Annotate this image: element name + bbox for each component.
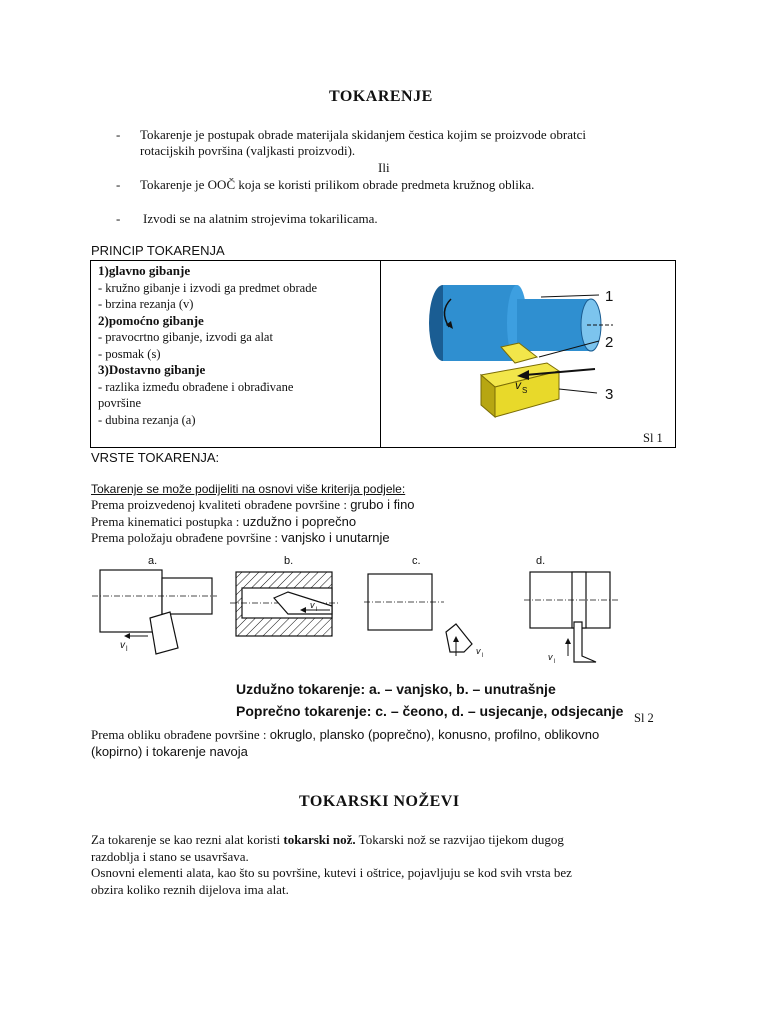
motion-heading-aux: 2)pomoćno gibanje [98, 312, 204, 328]
section-heading-principle: PRINCIP TOKARENJA [91, 243, 225, 258]
tool-c [446, 624, 472, 652]
motion-heading-main: 1)glavno gibanje [98, 263, 191, 278]
motion-detail: - brzina rezanja (v) [98, 297, 194, 311]
vl-subscript: l [554, 659, 556, 665]
page-title: TOKARENJE [329, 88, 433, 105]
vs-label: v [515, 378, 521, 392]
vl-label: v [120, 640, 125, 651]
paragraph-text: razdoblja i stano se usavršava. [91, 848, 249, 864]
turning-principle-figure [391, 265, 671, 433]
callout-line-3 [559, 389, 597, 393]
or-text: Ili [378, 160, 390, 175]
criterion-label: Prema obliku obrađene površine : [91, 727, 270, 742]
criterion-value: grubo i fino [350, 497, 415, 512]
fig-label-a: a. [148, 555, 158, 567]
callout-1: 1 [605, 288, 614, 305]
arrowhead-icon [565, 638, 571, 644]
vl-subscript: l [482, 653, 484, 659]
types-criteria-list [91, 497, 415, 547]
list-dash: - [116, 127, 121, 142]
list-dash: - [116, 211, 121, 226]
list-item-machines: Izvodi se na alatnim strojevima tokarilicama. [143, 211, 378, 226]
vl-subscript: l [316, 607, 318, 613]
table-divider [380, 261, 381, 447]
figure-captions [236, 678, 623, 722]
vl-label: v [476, 646, 481, 656]
fig-label-d: d. [536, 555, 546, 567]
motion-detail: - pravocrtno gibanje, izvodi ga alat [98, 330, 273, 344]
paragraph-bold: tokarski nož. [283, 832, 356, 847]
workpiece-small [517, 299, 591, 351]
caption-longitudinal: Uzdužno tokarenje: a. – vanjsko, b. – unutrašnje [236, 681, 556, 697]
paragraph-text: Za tokarenje se kao rezni alat koristi [91, 832, 284, 847]
turning-types-figure [92, 552, 652, 672]
criterion-value: (kopirno) i tokarenje navoja [91, 743, 248, 759]
list-item-text: rotacijskih površina (valjkasti proizvodi). [140, 143, 356, 158]
vs-subscript: S [522, 386, 528, 395]
paragraph-text: Osnovni elementi alata, kao što su površine, kutevi i oštrice, pojavljuju se kod svih vrsta bez [91, 865, 572, 880]
motion-detail: - posmak (s) [98, 346, 161, 361]
vl-label: v [310, 600, 315, 610]
caption-transverse: Poprečno tokarenje: c. – čeono, d. – usjecanje, odsjecanje [236, 703, 624, 719]
list-item-definition [140, 127, 680, 159]
types-criteria: Tokarenje se može podijeliti na osnovi više kriterija podjele: [91, 482, 406, 496]
principle-table [90, 260, 676, 448]
criterion-value: okruglo, plansko (poprečno), konusno, profilno, oblikovno [269, 727, 600, 742]
vl-subscript: l [126, 646, 128, 653]
criterion-label: Prema položaju obrađene površine : [91, 530, 282, 545]
callout-3: 3 [605, 386, 614, 403]
section-heading-types: VRSTE TOKARENJA: [91, 450, 220, 465]
motion-detail: - kružno gibanje i izvodi ga predmet obrade [98, 280, 318, 295]
criterion-value: uzdužno i poprečno [242, 513, 357, 529]
callout-line-1 [541, 295, 599, 297]
list-dash: - [116, 177, 121, 192]
figure-label-sl2: Sl 2 [634, 711, 654, 725]
motion-detail: - razlika između obrađene i obrađivane [98, 379, 294, 394]
section-heading-knives: TOKARSKI NOŽEVI [299, 793, 460, 810]
list-item-ooc: Tokarenje je OOČ koja se koristi prilikom obrade predmeta kružnog oblika. [140, 177, 535, 192]
arrowhead-icon [124, 633, 130, 639]
fig-label-b: b. [284, 555, 294, 567]
criterion-label: Prema kinematici postupka : [91, 513, 243, 529]
tool-a [150, 612, 178, 654]
fig-label-c: c. [412, 555, 421, 567]
motion-detail: površine [98, 396, 142, 410]
motion-detail: - dubina rezanja (a) [98, 412, 196, 427]
criterion-label: Prema proizvedenoj kvaliteti obrađene površine : [91, 497, 351, 512]
knives-text [91, 832, 691, 898]
principle-motions [98, 263, 378, 428]
paragraph-text: obzira koliko reznih dijelova ima alat. [91, 881, 289, 897]
list-item-text: Tokarenje je postupak obrade materijala skidanjem čestica kojim se proizvode obratci [140, 127, 586, 142]
figure-label-sl1: Sl 1 [643, 431, 663, 445]
paragraph-text: Tokarski nož se razvijao tijekom dugog [355, 832, 564, 847]
criterion-value: vanjsko i unutarnje [281, 530, 390, 545]
shape-criterion [91, 727, 599, 760]
motion-heading-feed: 3)Dostavno gibanje [98, 362, 206, 377]
callout-2: 2 [605, 334, 614, 351]
vl-label: v [548, 652, 553, 662]
